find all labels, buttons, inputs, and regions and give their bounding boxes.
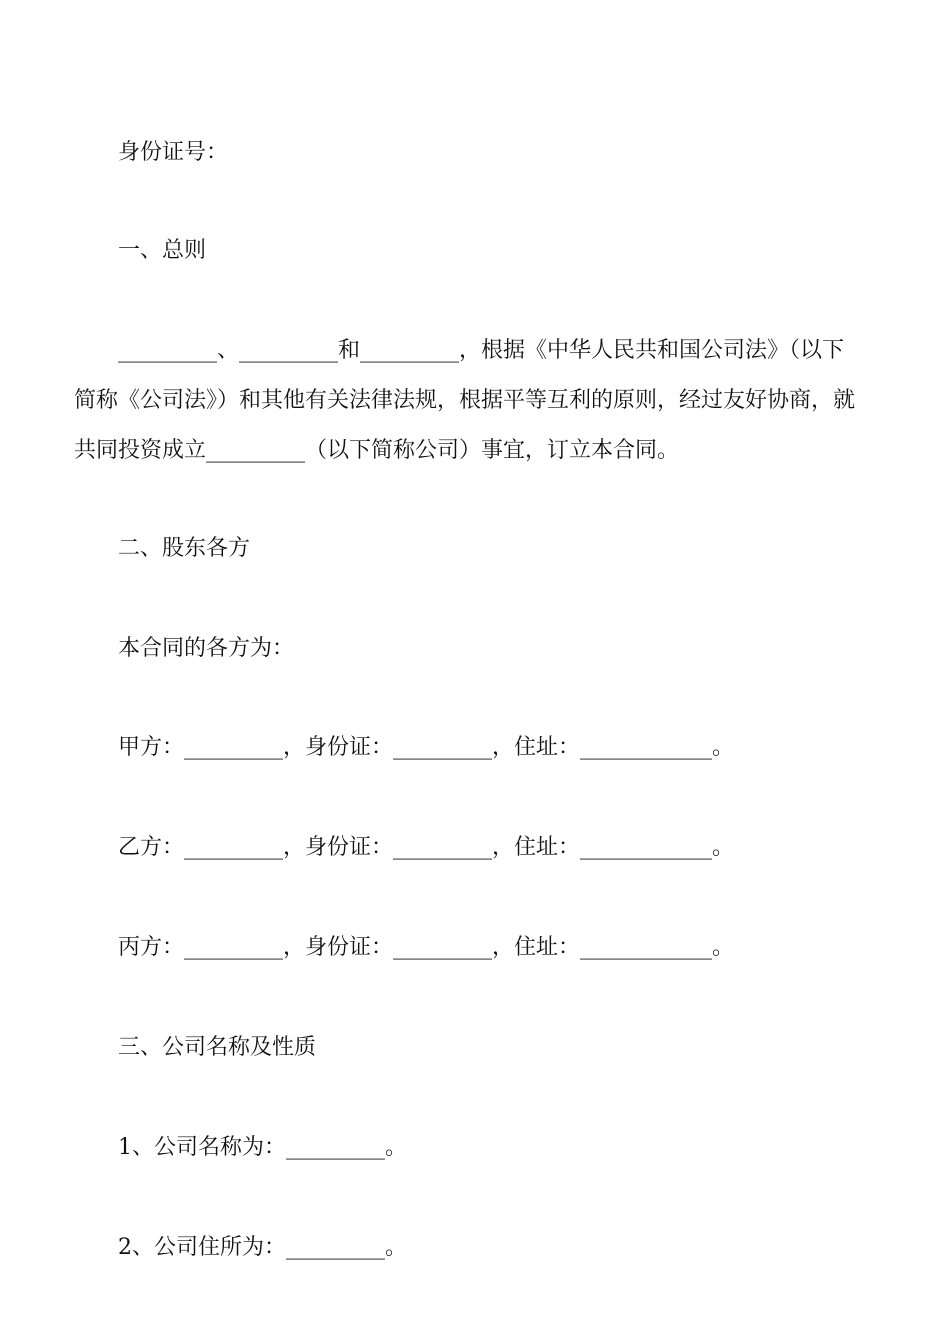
section-3-title: 三、公司名称及性质 — [118, 1035, 317, 1060]
company-address-line: 2、公司住所为：_________。 — [118, 1235, 407, 1260]
parties-intro: 本合同的各方为： — [118, 636, 295, 661]
party-a-line: 甲方：_________，身份证：_________，住址：____________。 — [118, 735, 735, 760]
id-number-label: 身份证号： — [118, 140, 229, 165]
party-b-line: 乙方：_________，身份证：_________，住址：____________。 — [118, 835, 735, 860]
paragraph-line-2: 简称《公司法》）和其他有关法律法规，根据平等互利的原则，经过友好协商，就 — [74, 388, 856, 413]
section-2-title: 二、股东各方 — [118, 536, 251, 561]
section-1-paragraph — [74, 326, 880, 476]
company-name-line: 1、公司名称为：_________。 — [118, 1135, 407, 1160]
section-1-title: 一、总则 — [118, 238, 207, 263]
paragraph-line-3: 共同投资成立_________（以下简称公司）事宜，订立本合同。 — [74, 438, 680, 463]
party-c-line: 丙方：_________，身份证：_________，住址：____________。 — [118, 935, 735, 960]
paragraph-line-1: _________、_________和_________，根据《中华人民共和国公司法》（以下 — [118, 338, 845, 363]
